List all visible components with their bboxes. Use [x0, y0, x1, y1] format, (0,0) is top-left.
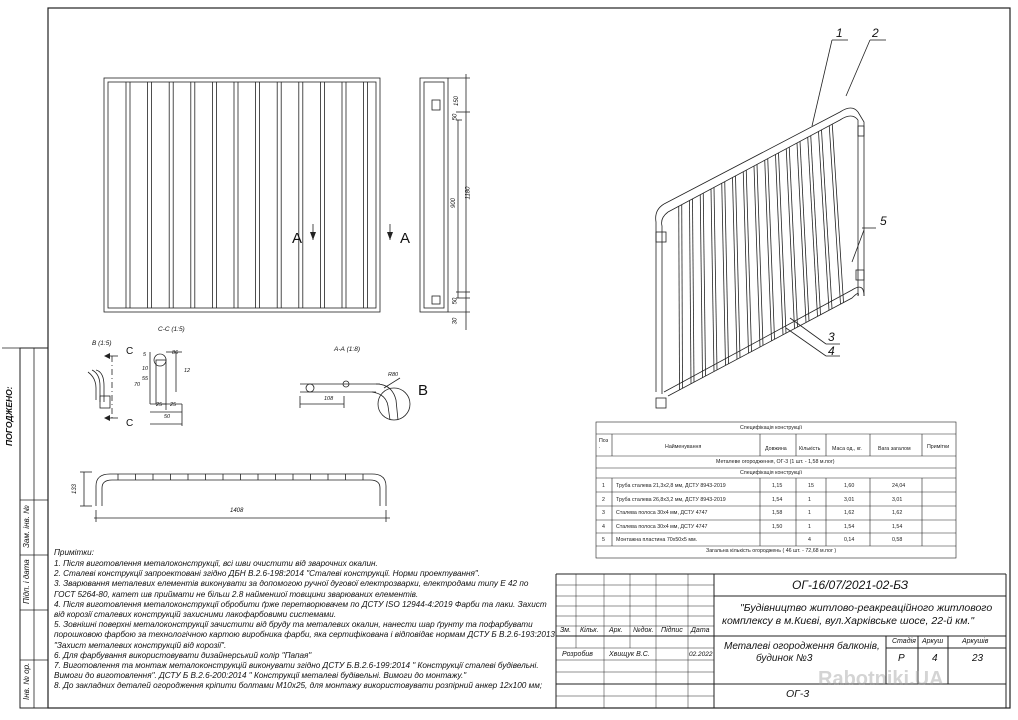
project-name-line1: "Будівництво житлово-реакреаційного житлового: [740, 602, 993, 614]
iso-baluster: [703, 193, 705, 376]
sheet-title-line2: будинок №3: [756, 653, 813, 664]
spec-header-mass: Маса од., кг.: [832, 446, 862, 452]
dim-cc-10: 10: [142, 366, 149, 372]
dim-cc-55: 55: [142, 376, 149, 382]
iso-baluster: [829, 126, 840, 304]
note-line: 4. Після виготовлення металоконструкції обробити ґрже перетворювачем по ДСТУ ISO 12944-4:2019 Фарби та лаки. Захист: [54, 599, 547, 609]
spec-cell-name: Сталева полоса 30х4 мм, ДСТУ 4747: [616, 510, 708, 516]
dim-cc-70: 70: [134, 382, 141, 388]
spec-cell-mass: 0,14: [844, 537, 855, 543]
dim-cc-86: 86: [172, 350, 179, 356]
approval-label: ПОГОДЖЕНО:: [4, 386, 14, 446]
notes-heading: Примітки:: [54, 548, 94, 557]
dim-plan-1408: 1408: [230, 508, 244, 514]
cut-c-top-label: С: [126, 346, 134, 357]
note-line: ГОСТ 5264-80, катет шв приймати не більш 2.8 найменшої товщини зварюваних елементів.: [54, 589, 419, 599]
spec-header-length: Довжина: [765, 446, 787, 452]
spec-cell-qty: 1: [808, 496, 811, 503]
tb-header-kilk: Кільк.: [580, 627, 599, 634]
spec-header-qty: Кількість: [799, 446, 821, 452]
spec-cell-total: 1,62: [892, 510, 903, 516]
spec-cell-mass: 1,62: [844, 510, 855, 516]
spec-cell-len: 1,15: [772, 483, 783, 489]
project-name-line2: комплексу в м.Києві, вул.Харківське шосе, 22-й км.": [722, 615, 975, 627]
watermark: Rabotniki.UA: [818, 668, 944, 690]
spec-cell-len: 1,50: [772, 523, 783, 530]
note-line: 2. Сталеві конструкції запроектовані згідно ДБН В.2.6-198:2014 "Сталеві конструкції. Норми проектування".: [54, 569, 481, 579]
spec-cell-len: 1,58: [772, 510, 783, 516]
spec-cell-pos: 1: [602, 483, 605, 489]
tb-date: 02.2022: [689, 651, 713, 658]
spec-cell-name: Монтажна пластина 70х50х5 мм.: [616, 537, 698, 543]
tb-header-zm: Зм.: [560, 627, 572, 634]
replace-inv-label: Зам. інв. №: [22, 505, 31, 548]
stage-label: Стадія: [892, 638, 916, 645]
iso-baluster: [819, 132, 830, 311]
note-line: від корозії сталевих конструкцій захисними лакофарбовими системами.: [54, 610, 337, 619]
section-aa-view: [300, 378, 410, 420]
spec-header-pos: Поз .: [599, 438, 609, 450]
note-line: 8. До закладних деталей огородження кріпити болтами М10х25, для монтажу використовувати розпірний анкер 12х100 мм;: [54, 681, 543, 691]
spec-cell-qty: 1: [808, 510, 811, 516]
section-a-left-label: А: [292, 230, 303, 247]
spec-header-notes: Примітки: [927, 444, 950, 450]
dim-aa-r80: R80: [388, 372, 399, 378]
iso-baluster: [711, 189, 714, 372]
dim-cc-25b: 25: [170, 402, 177, 408]
dim-50-bottom: 50: [452, 297, 459, 305]
side-elevation-view: [420, 74, 470, 330]
spec-cell-mass: 1,60: [844, 483, 855, 489]
doc-code-top: ОГ-16/07/2021-02-БЗ: [792, 578, 909, 592]
note-line: 3. Зварювання металевих елементів виконувати за допомогою ручної дугової електрозварки, електродами типу Е 42 по: [54, 579, 529, 589]
spec-cell-qty: 15: [808, 483, 814, 489]
iso-baluster: [765, 160, 772, 341]
dim-50-top: 50: [452, 113, 459, 121]
dim-cc-12: 12: [184, 368, 191, 374]
iso-baluster: [682, 205, 683, 389]
iso-baluster: [690, 201, 692, 384]
iso-baluster: [714, 187, 717, 370]
iso-baluster: [776, 155, 784, 335]
spec-cell-total: 24,04: [892, 483, 906, 489]
spec-cell-total: 0,58: [892, 537, 903, 543]
cut-c-bottom-label: С: [126, 418, 134, 429]
note-line: Вимоги до виготовлення". ДСТУ Б В.2.6-200:2014 " Конструкції металеві будівельні. Вимоги до монтажу.": [54, 671, 467, 681]
leader-label-3: 3: [828, 330, 835, 344]
callout-b-label: В: [418, 382, 429, 399]
spec-cell-name: Труба сталева 26,8х3,2 мм, ДСТУ 8943-2019: [616, 496, 726, 503]
dim-1180: 1180: [465, 186, 472, 200]
spec-cell-total: 3,01: [892, 496, 903, 503]
leader-label-2: 2: [872, 26, 879, 40]
detail-b-view: [88, 353, 118, 421]
dim-cc-50: 50: [164, 414, 171, 420]
iso-baluster: [700, 195, 702, 378]
note-line: "Захист металевих конструкцій від корозії".: [54, 640, 227, 650]
sheet-label: Аркуш: [922, 638, 944, 645]
note-line: 5. Зовнішні поверхні металоконструкції зачистити від бруду та металевих окалин, нанести шар ґрунту та пофарбувати: [54, 620, 533, 630]
sheets-label: Аркушів: [962, 638, 989, 645]
iso-baluster: [768, 159, 775, 340]
doc-code-bottom: ОГ-3: [786, 688, 810, 700]
iso-baluster: [822, 130, 833, 309]
spec-header-name: Найменування: [665, 444, 702, 450]
dim-plan-133: 133: [72, 483, 79, 495]
spec-cell-pos: 4: [602, 523, 605, 530]
iso-baluster: [693, 199, 695, 382]
spec-cell-name: Труба сталева 21,3х2,8 мм, ДСТУ 8943-2019: [616, 483, 726, 489]
stage-value: Р: [898, 653, 905, 664]
iso-baluster: [743, 172, 748, 353]
spec-header-total: Вага загалом: [878, 446, 911, 452]
front-elevation-view: [104, 78, 393, 312]
spec-cell-qty: 4: [808, 537, 811, 543]
spec-cell-qty: 1: [808, 523, 811, 530]
view-aa-title: А-А (1:8): [334, 346, 361, 353]
iso-baluster: [754, 166, 760, 347]
iso-baluster: [746, 170, 751, 351]
sheet-title-line1: Металеві огородження балконів,: [724, 641, 880, 652]
note-line: порошковою фарбою за технологічною картою виробника фарби, яка сертифікована і відповідає нормам ДСТУ Б В.2.6-193:2013: [54, 630, 555, 640]
plan-view: [80, 472, 390, 522]
tb-header-signature: Підпис: [661, 627, 683, 634]
note-line: 7. Виготовлення та монтаж металоконструкцій виконувати згідно ДСТУ Б.В.2.6-199:2014 " Конструкції сталеві будівельні.: [54, 661, 539, 670]
tb-header-ark: Арк.: [609, 627, 623, 634]
view-cc-title: С-С (1:5): [158, 326, 185, 333]
dim-cc-5: 5: [143, 352, 147, 358]
spec-cell-mass: 3,01: [844, 496, 855, 503]
spec-title: Специфікація конструкції: [740, 425, 802, 431]
iso-baluster: [679, 206, 680, 390]
tb-header-date: Дата: [691, 627, 710, 634]
tb-header-ndoc: №док.: [633, 627, 654, 634]
tb-developer-role: Розробив: [562, 651, 593, 658]
spec-cell-pos: 3: [602, 510, 605, 516]
iso-baluster: [725, 182, 729, 364]
inv-orig-label: Інв. № ор.: [22, 662, 31, 700]
spec-cell-len: 1,54: [772, 496, 783, 503]
dim-aa-108: 108: [324, 396, 334, 402]
leader-label-5: 5: [880, 214, 887, 228]
sign-date-label: Підп. і дата: [22, 559, 31, 604]
iso-baluster: [757, 164, 763, 345]
spec-cell-pos: 2: [602, 496, 605, 503]
section-a-right-label: А: [400, 230, 411, 247]
spec-group-title: Металеве огородження, ОГ-3 (1 шт. - 1,58 м.пог): [716, 459, 835, 465]
isometric-view: [656, 108, 864, 408]
leader-label-1: 1: [836, 26, 843, 40]
spec-cell-name: Сталева полоса 30х4 мм, ДСТУ 4747: [616, 523, 708, 530]
iso-baluster: [832, 124, 843, 302]
iso-baluster: [779, 153, 787, 333]
dim-30: 30: [452, 317, 459, 325]
spec-cell-total: 1,54: [892, 523, 903, 530]
callout-leaders: [786, 40, 886, 356]
dim-cc-25a: 25: [156, 402, 163, 408]
tb-developer-name: Хвищук В.С.: [609, 651, 650, 658]
note-line: 1. Після виготовлення металоконструкції, всі шви очистити від зварочних окалин.: [54, 559, 378, 568]
spec-total: Загальна кількість огороджень ( 46 шт. - 72,68 м.пог ): [706, 548, 837, 554]
view-b-title: В (1:5): [92, 340, 112, 347]
leader-label-4: 4: [828, 344, 835, 358]
spec-cell-mass: 1,54: [844, 523, 855, 530]
spec-sub-title: Специфікація конструкції: [740, 470, 802, 476]
note-line: 6. Для фарбування використовувати дизайнерський колір "Папая": [54, 650, 312, 660]
spec-cell-pos: 5: [602, 537, 605, 543]
iso-baluster: [722, 183, 726, 365]
sheet-value: 4: [932, 653, 938, 664]
sheets-value: 23: [972, 653, 984, 664]
dim-900: 900: [451, 197, 458, 209]
dim-150: 150: [454, 95, 461, 107]
